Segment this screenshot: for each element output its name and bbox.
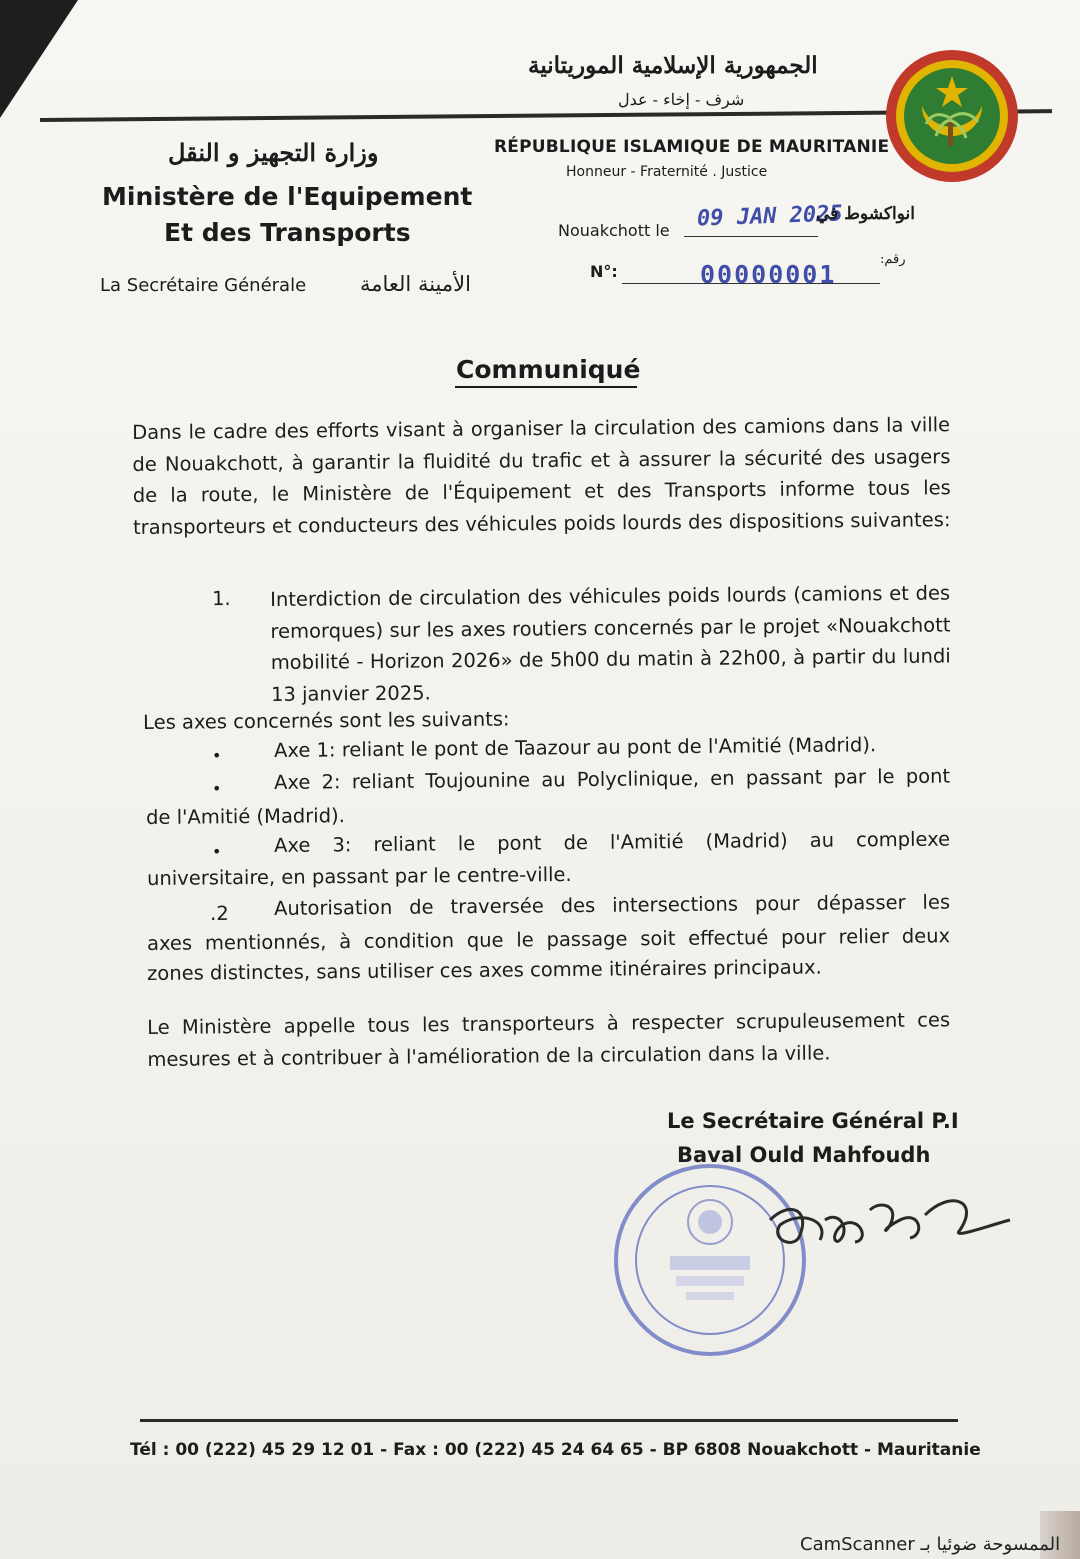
motto-arabic: شرف - إخاء - عدل [618, 90, 745, 109]
bullet-axe2: • [212, 779, 222, 798]
item2-line3: zones distinctes, sans utiliser ces axes comme itinéraires principaux. [147, 955, 822, 985]
ministry-name-line2: Et des Transports [164, 218, 411, 247]
republic-name-french: RÉPUBLIQUE ISLAMIQUE DE MAURITANIE [494, 137, 890, 157]
closing-paragraph: Le Ministère appelle tous les transporteurs à respecter scrupuleusement ces mesures et à contribuer à l'amélioration de la circulation dans la ville. [147, 1008, 951, 1071]
republic-name-arabic: الجمهورية الإسلامية الموريتانية [528, 52, 818, 79]
motto-french: Honneur - Fraternité . Justice [566, 164, 768, 180]
item1-text: Interdiction de circulation des véhicules poids lourds (camions et des remorques) sur les axes routiers concernés par le projet «Nouakchott mobilité - Horizon 2026» de 5h00 du matin à 22h00, à partir du lundi 13 janvier 2025. [270, 581, 951, 706]
intro-paragraph: Dans le cadre des efforts visant à organiser la circulation des camions dans la ville de Nouakchott, à garantir la fluidité du trafic et à assurer la sécurité des usagers de la route, le Ministère de l'Équipement et des Transports informe tous les transporteurs et conducteurs des véhicules poids lourds des dispositions suivantes: [132, 413, 951, 539]
secretary-label-french: La Secrétaire Générale [100, 275, 307, 296]
signatory-title: Le Secrétaire Général P.I [667, 1109, 959, 1133]
axe2-line2: de l'Amitié (Madrid). [146, 804, 345, 829]
secretary-label-arabic: الأمينة العامة [360, 272, 471, 296]
title-underline [455, 386, 637, 388]
item2-number: .2 [210, 901, 229, 925]
ministry-name-arabic: وزارة التجهيز و النقل [168, 138, 379, 167]
date-stamp: 09 JAN 2025 [696, 201, 844, 232]
handwritten-signature-icon [750, 1180, 1020, 1280]
scan-corner-shadow [0, 0, 78, 118]
place-label-arabic: انواكشوط في [816, 204, 915, 224]
axe3-line1: Axe 3: reliant le pont de l'Amitié (Madrid) au complexe [274, 827, 951, 857]
item2-line2: axes mentionnés, à condition que le passage soit effectué pour relier deux [147, 924, 951, 955]
axes-intro: Les axes concernés sont les suivants: [143, 707, 510, 734]
signatory-name: Baval Ould Mahfoudh [677, 1143, 931, 1167]
number-label-arabic: رقم: [880, 252, 906, 267]
bullet-axe1: • [212, 746, 222, 765]
ministry-name-line1: Ministère de l'Equipement [102, 182, 473, 211]
axe3-line2: universitaire, en passant par le centre-ville. [147, 862, 572, 890]
item2-line1: Autorisation de traversée des intersections pour dépasser les [274, 890, 951, 920]
national-seal-icon [882, 46, 1022, 186]
date-underline [684, 236, 818, 237]
document-title: Communiqué [456, 355, 641, 384]
footer-rule [140, 1419, 958, 1422]
place-label-french: Nouakchott le [558, 221, 670, 240]
axe1-text: Axe 1: reliant le pont de Taazour au pont de l'Amitié (Madrid). [274, 733, 877, 762]
number-label-french: N°: [590, 262, 618, 281]
bullet-axe3: • [212, 842, 222, 861]
footer-contact: Tél : 00 (222) 45 29 12 01 - Fax : 00 (222) 45 24 64 65 - BP 6808 Nouakchott - Mauritanie [130, 1440, 981, 1460]
scanner-watermark: الممسوحة ضوئيا بـ CamScanner [800, 1534, 1061, 1555]
number-stamp: 00000001 [700, 260, 837, 289]
item1-number: 1. [211, 586, 231, 611]
axe2-line1: Axe 2: reliant Toujounine au Polyclinique, en passant par le pont [274, 764, 951, 794]
